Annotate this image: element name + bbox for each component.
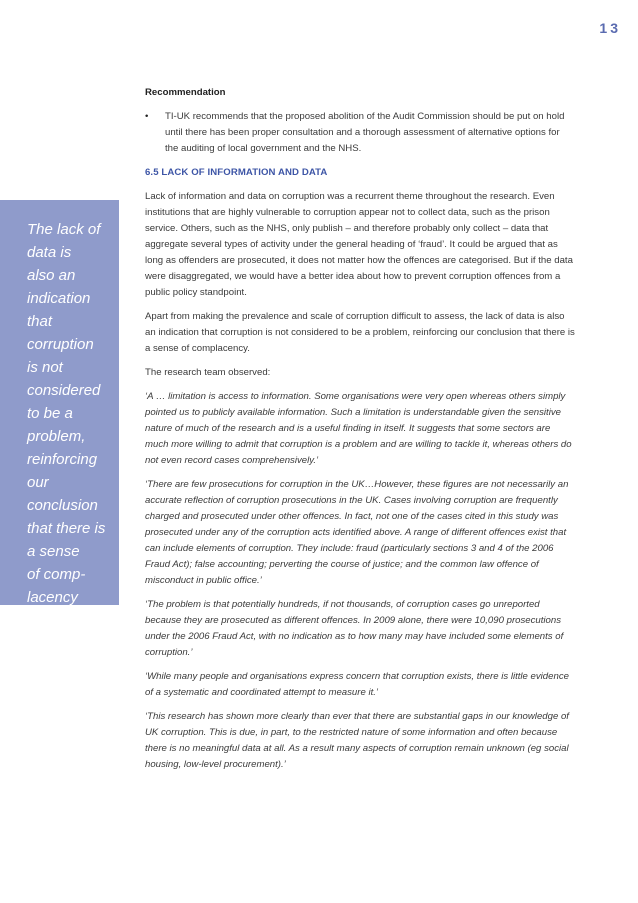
pull-quote-line: The lack of (27, 221, 101, 238)
pull-quote-line: a sense (27, 543, 80, 560)
pull-quote-line: of comp- (27, 566, 86, 583)
pull-quote-line: data is (27, 244, 72, 261)
observation-quote: ‘A … limitation is access to information. Some organisations were very open whereas others simply pointed us to publicly available information. Such a limitation is understandable given the sensitive nature of much of the research and is a useful finding in itself. It suggests that some sectors are much more willing to admit that corruption is a problem and are willing to tackle it, whereas others do not even record cases comprehensively.’ (145, 391, 572, 466)
body-paragraph: The research team observed: (145, 367, 271, 378)
pull-quote-line: corruption (27, 336, 94, 353)
pull-quote-line: reinforcing (27, 451, 98, 468)
observation-quote: ‘The problem is that potentially hundreds, if not thousands, of corruption cases go unreported because they are prosecuted as different offences. In 2009 alone, there were 10,090 prosecutions under the 2006 Fraud Act, with no indication as to how many may have included some elements of corruption.’ (145, 599, 564, 658)
pull-quote-line: is not (27, 359, 63, 376)
pull-quote-line: problem, (27, 428, 86, 445)
pull-quote-line: indication (27, 290, 91, 307)
observation-quote: ‘There are few prosecutions for corruption in the UK…However, these figures are not necessarily an accurate reflection of corruption prosecutions in the UK. Cases involving corruption are frequently charged and prosecuted under other offences. In fact, not one of the cases cited in this study was prosecuted under any of the corruption acts identified above. A range of different offences exist that can include elements of corruption. They include: fraud (particularly sections 3 and 4 of the 2006 Fraud Act); false accounting; perverting the course of justice; and the common law offence of misconduct in public office.’ (145, 479, 569, 586)
page-number: 13 (599, 20, 621, 36)
section-heading: 6.5 LACK OF INFORMATION AND DATA (145, 167, 328, 178)
pull-quote-line: considered (27, 382, 101, 399)
pull-quote-line: that there is (27, 520, 106, 537)
pull-quote-line: lacency (27, 589, 78, 606)
observation-quote: ‘While many people and organisations express concern that corruption exists, there is little evidence of a systematic and coordinated attempt to measure it.’ (145, 671, 569, 698)
body-paragraph: Lack of information and data on corruption was a recurrent theme throughout the research. Even institutions that are highly vulnerable to corruption appear not to collect data, such as the prison service. Others, such as the NHS, only publish – and therefore probably only collect – data that aggregate several types of activity under the general heading of ‘fraud’. It could be argued that as long as offenders are prosecuted, it does not matter how the offences are categorised. But if the data were disaggregated, we would have a better idea about how to prevent corruption offences from a public policy standpoint. (145, 191, 573, 298)
recommendation-text: TI-UK recommends that the proposed abolition of the Audit Commission should be put on hold until there has been proper consultation and a thorough assessment of alternative options for the auditing of local government and the NHS. (165, 111, 565, 154)
pull-quote-line: to be a (27, 405, 73, 422)
main-content (145, 85, 575, 781)
pull-quote-line: conclusion (27, 497, 98, 514)
pull-quote-line: our (27, 474, 49, 491)
recommendation-heading: Recommendation (145, 87, 226, 98)
pull-quote (0, 200, 119, 605)
pull-quote-line: that (27, 313, 53, 330)
bullet-icon: • (145, 111, 149, 122)
pull-quote-line: also an (27, 267, 76, 284)
observation-quote: ‘This research has shown more clearly than ever that there are substantial gaps in our knowledge of UK corruption. This is due, in part, to the restricted nature of some information and often because there is no meaningful data at all. As a result many aspects of corruption remain unknown (eg social housing, low-level procurement).’ (145, 711, 569, 770)
body-paragraph: Apart from making the prevalence and scale of corruption difficult to assess, the lack of data is also an indication that corruption is not considered to be a problem, reinforcing our conclusion that there is a sense of complacency. (145, 311, 575, 354)
recommendation-bullet (145, 109, 575, 157)
